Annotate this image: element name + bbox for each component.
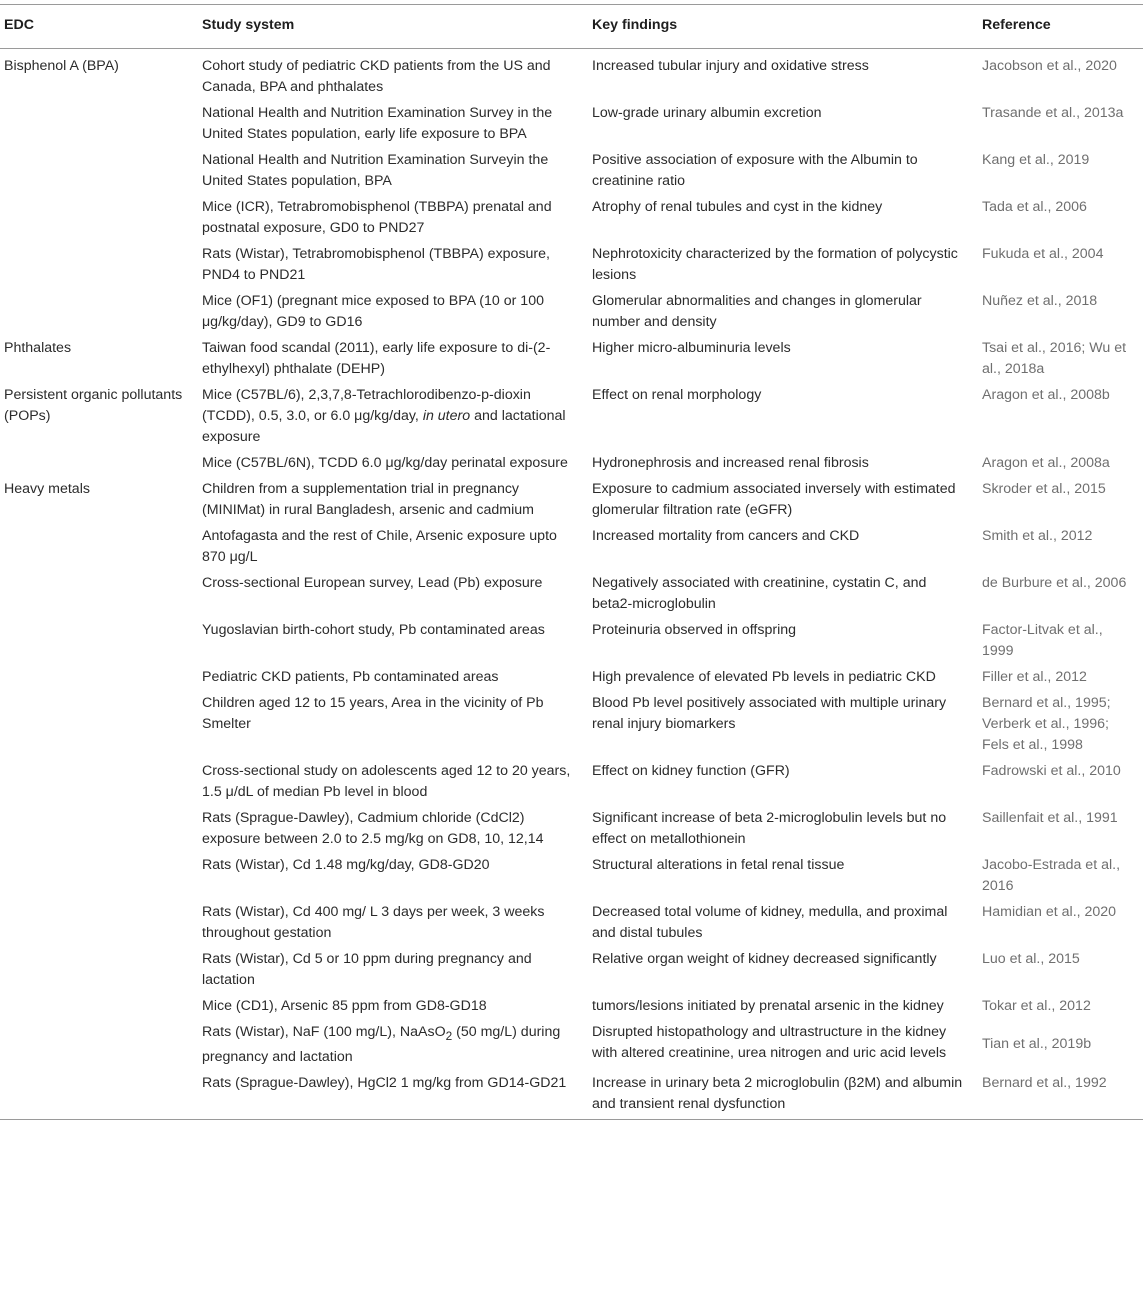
key-findings-cell: Proteinuria observed in offspring	[592, 622, 797, 638]
study-system-text: (50 mg/L) during pregnancy and lactation	[202, 1024, 561, 1065]
header-reference: Reference	[978, 5, 1143, 49]
study-system-cell: Mice (ICR), Tetrabromobisphenol (TBBPA) prenatal and postnatal exposure, GD0 to PND27	[202, 199, 552, 236]
study-system-cell: National Health and Nutrition Examination Surveyin the United States population, BPA	[202, 152, 549, 189]
reference-cell: Kang et al., 2019	[982, 152, 1090, 168]
edc-cell	[0, 571, 198, 618]
edc-cell	[0, 148, 198, 195]
edc-cell	[0, 101, 198, 148]
key-findings-cell: Decreased total volume of kidney, medulla, and proximal and distal tubules	[592, 904, 948, 941]
table-row	[0, 524, 1143, 571]
reference-cell: Bernard et al., 1992	[978, 1071, 1143, 1120]
study-system-cell: Rats (Sprague-Dawley), Cadmium chloride (CdCl2) exposure between 2.0 to 2.5 mg/kg on GD8, 10, 12,14	[202, 810, 544, 847]
reference-cell: de Burbure et al., 2006	[982, 575, 1127, 591]
edc-cell	[0, 1020, 198, 1071]
edc-cell	[0, 691, 198, 759]
edc-cell	[0, 289, 198, 336]
reference-cell: Trasande et al., 2013a	[982, 105, 1124, 121]
edc-cell	[0, 451, 198, 477]
edc-cell: Bisphenol A (BPA)	[4, 58, 119, 74]
edc-cell	[0, 853, 198, 900]
table-row	[0, 806, 1143, 853]
study-system-cell: Children aged 12 to 15 years, Area in the vicinity of Pb Smelter	[202, 695, 544, 732]
study-system-cell: Cross-sectional European survey, Lead (Pb) exposure	[202, 575, 543, 591]
reference-cell: Tian et al., 2019b	[982, 1036, 1092, 1053]
study-system-cell: Antofagasta and the rest of Chile, Arsenic exposure upto 870 μg/L	[202, 528, 557, 565]
study-system-cell: Rats (Wistar), Cd 5 or 10 ppm during pregnancy and lactation	[202, 951, 532, 988]
table-row	[0, 195, 1143, 242]
key-findings-cell: Increased mortality from cancers and CKD	[592, 528, 860, 544]
key-findings-cell: tumors/lesions initiated by prenatal arsenic in the kidney	[592, 998, 944, 1014]
key-findings-cell: Exposure to cadmium associated inversely with estimated glomerular filtration rate (eGFR)	[592, 481, 956, 518]
key-findings-cell: High prevalence of elevated Pb levels in pediatric CKD	[592, 669, 936, 685]
key-findings-cell: Blood Pb level positively associated with multiple urinary renal injury biomarkers	[592, 695, 947, 732]
edc-cell	[0, 195, 198, 242]
key-findings-cell: Low-grade urinary albumin excretion	[592, 105, 822, 121]
study-system-cell: Mice (OF1) (pregnant mice exposed to BPA (10 or 100 μg/kg/day), GD9 to GD16	[202, 293, 544, 330]
key-findings-cell: Disrupted histopathology and ultrastructure in the kidney with altered creatinine, urea nitrogen and uric acid levels	[592, 1024, 947, 1061]
study-system-cell: Rats (Wistar), Cd 400 mg/ L 3 days per week, 3 weeks throughout gestation	[202, 904, 545, 941]
table-row	[0, 148, 1143, 195]
table-row	[0, 101, 1143, 148]
key-findings-cell: Glomerular abnormalities and changes in glomerular number and density	[592, 293, 922, 330]
table-row	[0, 1020, 1143, 1071]
edc-cell	[0, 947, 198, 994]
reference-cell: Tada et al., 2006	[982, 199, 1087, 215]
study-system-cell: Mice (C57BL/6N), TCDD 6.0 μg/kg/day perinatal exposure	[202, 455, 568, 471]
header-key-findings: Key findings	[588, 5, 978, 49]
key-findings-cell: Effect on kidney function (GFR)	[592, 763, 790, 779]
study-system-cell	[198, 1020, 588, 1071]
edc-cell	[0, 665, 198, 691]
subscript-text: 2	[445, 1028, 453, 1043]
study-system-cell: Taiwan food scandal (2011), early life exposure to di-(2-ethylhexyl) phthalate (DEHP)	[202, 340, 551, 377]
edc-cell	[0, 806, 198, 853]
key-findings-cell: Atrophy of renal tubules and cyst in the kidney	[592, 199, 883, 215]
table-row	[0, 477, 1143, 524]
study-system-cell: Children from a supplementation trial in pregnancy (MINIMat) in rural Bangladesh, arsenic and cadmium	[202, 481, 534, 518]
table-row	[0, 571, 1143, 618]
data-table	[0, 4, 1143, 1120]
edc-cell	[0, 242, 198, 289]
study-system-text: Rats (Wistar), NaF (100 mg/L), NaAsO	[202, 1024, 446, 1040]
study-system-text: Mice (C57BL/6), 2,3,7,8-Tetrachlorodibenzo-p-dioxin (TCDD), 0.5, 3.0, or 6.0 μg/kg/day,	[202, 387, 531, 424]
header-study-system: Study system	[198, 5, 588, 49]
study-system-cell: Yugoslavian birth-cohort study, Pb contaminated areas	[202, 622, 545, 638]
key-findings-cell: Significant increase of beta 2-microglobulin levels but no effect on metallothionein	[592, 810, 947, 847]
key-findings-cell: Relative organ weight of kidney decreased significantly	[592, 951, 937, 967]
table-row	[0, 242, 1143, 289]
key-findings-cell: Structural alterations in fetal renal tissue	[592, 857, 845, 873]
reference-cell: Hamidian et al., 2020	[982, 904, 1117, 920]
reference-cell: Luo et al., 2015	[982, 951, 1080, 967]
reference-cell: Saillenfait et al., 1991	[982, 810, 1118, 826]
table-row	[0, 1071, 1143, 1120]
key-findings-cell: Nephrotoxicity characterized by the formation of polycystic lesions	[592, 246, 958, 283]
study-system-cell: Rats (Wistar), Tetrabromobisphenol (TBBPA) exposure, PND4 to PND21	[202, 246, 550, 283]
edc-cell	[0, 900, 198, 947]
edc-cell	[0, 1071, 198, 1120]
reference-cell: Fadrowski et al., 2010	[982, 763, 1121, 779]
reference-cell: Skroder et al., 2015	[982, 481, 1106, 497]
table-row	[0, 451, 1143, 477]
reference-cell: Aragon et al., 2008a	[982, 455, 1110, 471]
header-row	[0, 5, 1143, 49]
reference-cell: Factor-Litvak et al., 1999	[982, 622, 1103, 659]
study-system-cell: Pediatric CKD patients, Pb contaminated areas	[202, 669, 499, 685]
table-row	[0, 691, 1143, 759]
table-row	[0, 994, 1143, 1020]
reference-cell: Aragon et al., 2008b	[982, 387, 1110, 403]
reference-cell: Filler et al., 2012	[982, 669, 1087, 685]
reference-cell: Jacobo-Estrada et al., 2016	[982, 857, 1121, 894]
study-system-cell: Rats (Wistar), Cd 1.48 mg/kg/day, GD8-GD20	[202, 857, 490, 873]
reference-cell: Tsai et al., 2016; Wu et al., 2018a	[982, 340, 1127, 377]
edc-cell: Persistent organic pollutants (POPs)	[4, 387, 183, 424]
table-row	[0, 618, 1143, 665]
table-row	[0, 759, 1143, 806]
edc-cell: Heavy metals	[4, 481, 90, 497]
table-row	[0, 853, 1143, 900]
header-edc: EDC	[0, 5, 198, 49]
reference-cell: Jacobson et al., 2020	[982, 58, 1117, 74]
study-system-cell: Rats (Sprague-Dawley), HgCl2 1 mg/kg from GD14-GD21	[198, 1071, 588, 1120]
key-findings-cell: Hydronephrosis and increased renal fibrosis	[592, 455, 869, 471]
reference-cell: Tokar et al., 2012	[982, 998, 1091, 1014]
study-system-text: and lactational exposure	[202, 408, 566, 445]
edc-cell	[0, 994, 198, 1020]
key-findings-cell: Increased tubular injury and oxidative stress	[592, 58, 869, 74]
key-findings-cell: Positive association of exposure with the Albumin to creatinine ratio	[592, 152, 918, 189]
table-row	[0, 665, 1143, 691]
key-findings-cell: Higher micro-albuminuria levels	[592, 340, 791, 356]
reference-cell: Bernard et al., 1995; Verberk et al., 1996; Fels et al., 1998	[982, 695, 1111, 753]
table-row	[0, 336, 1143, 383]
study-system-cell: National Health and Nutrition Examination Survey in the United States population, early life exposure to BPA	[202, 105, 553, 142]
table-row	[0, 289, 1143, 336]
edc-cell: Phthalates	[4, 340, 72, 356]
table-row	[0, 383, 1143, 451]
reference-cell: Smith et al., 2012	[982, 528, 1093, 544]
key-findings-cell: Negatively associated with creatinine, cystatin C, and beta2-microglobulin	[592, 575, 927, 612]
table-row	[0, 900, 1143, 947]
study-system-cell: Mice (CD1), Arsenic 85 ppm from GD8-GD18	[202, 998, 487, 1014]
reference-cell: Nuñez et al., 2018	[982, 293, 1098, 309]
table-row	[0, 947, 1143, 994]
edc-cell	[0, 618, 198, 665]
study-system-italic-text: in utero	[422, 408, 471, 424]
table-row	[0, 49, 1143, 102]
reference-cell: Fukuda et al., 2004	[982, 246, 1104, 262]
study-system-cell	[198, 383, 588, 451]
key-findings-cell: Increase in urinary beta 2 microglobulin (β2M) and albumin and transient renal dysfunction	[588, 1071, 978, 1120]
edc-cell	[0, 524, 198, 571]
study-system-cell: Cross-sectional study on adolescents aged 12 to 20 years, 1.5 μ/dL of median Pb level in blood	[202, 763, 571, 800]
study-system-cell: Cohort study of pediatric CKD patients from the US and Canada, BPA and phthalates	[202, 58, 551, 95]
key-findings-cell: Effect on renal morphology	[592, 387, 762, 403]
edc-cell	[0, 759, 198, 806]
